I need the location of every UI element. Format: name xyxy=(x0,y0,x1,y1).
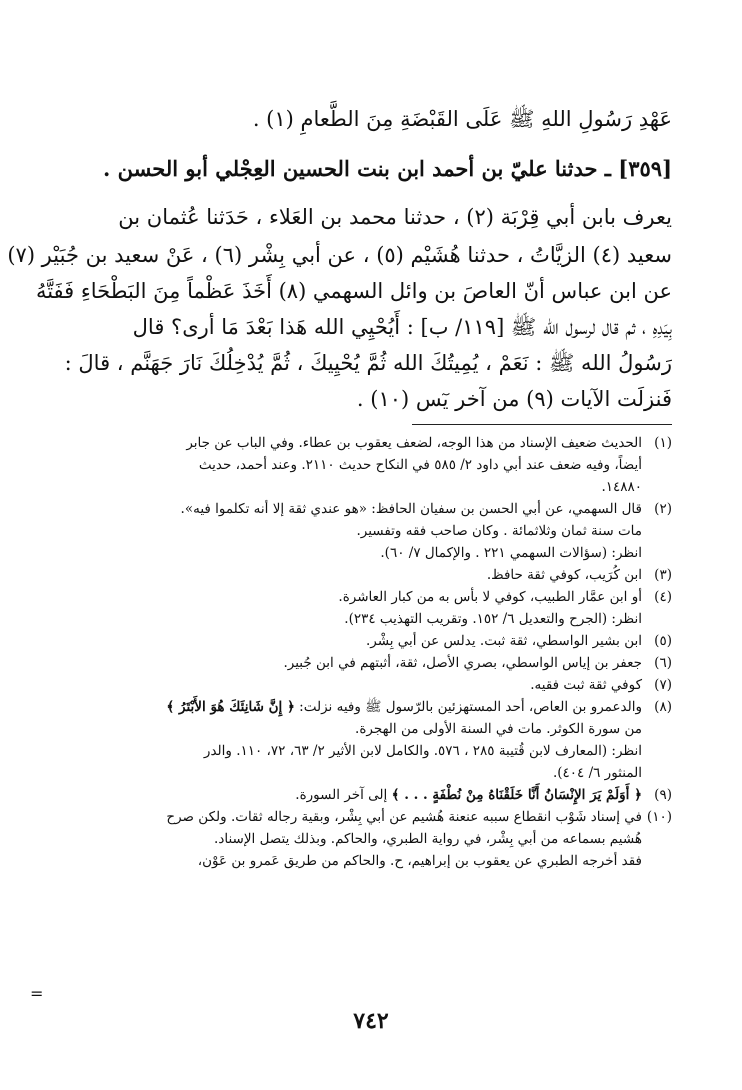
footnote-text: هُشيم بسماعه من أبي بِشْر، في رواية الطبري، والحاكم. وبذلك يتصل الإسناد. xyxy=(214,831,642,847)
footnote-number: (٦) xyxy=(654,655,672,671)
footnote-number: (١٠) xyxy=(646,809,672,825)
footnote-text: والدعمرو بن العاص، أحد المستهزئين بالرّسول ﷺ وفيه نزلت: xyxy=(299,699,642,715)
footnote-text: مات سنة ثمان وثلاثمائة . وكان صاحب فقه وتفسير. xyxy=(356,523,642,539)
footnote-number: (٩) xyxy=(654,787,672,803)
footnote-8 xyxy=(56,696,672,784)
footnote-2 xyxy=(56,498,672,564)
footnote-separator xyxy=(412,424,672,425)
main-text-line-4: سعيد (٤) الزيَّاتُ ، حدثنا هُشَيْم (٥) ، عن أبي بِشْر (٦) ، عَنْ سعيد بن جُبَيْر (٧) xyxy=(7,243,672,267)
main-text-line-6: بِيَدِهِ ، ثم قال لرسول الله ﷺ [١١٩/ ب] : أَيُحْيِي الله هَذا بَعْدَ مَا أرى؟ قال xyxy=(132,315,672,339)
footnote-number: (٢) xyxy=(654,501,672,517)
footnote-text: الحديث ضعيف الإسناد من هذا الوجه، لضعف يعقوب بن عطاء. وفي الباب عن جابر xyxy=(186,435,642,451)
hadith-heading: [٣٥٩] ـ حدثنا عليّ بن أحمد ابن بنت الحسين العِجْلي أبو الحسن . xyxy=(102,156,672,181)
footnote-text: المنثور ٦/ ٤٠٤). xyxy=(552,765,642,781)
footnotes xyxy=(56,432,672,872)
footnote-text: إلى آخر السورة. xyxy=(295,787,388,803)
footnote-number: (٧) xyxy=(654,677,672,693)
footnote-text: أو ابن عمَّار الطبيب، كوفي لا بأس به من كبار العاشرة. xyxy=(338,589,642,605)
footnote-text: ١٤٨٨٠. xyxy=(601,479,642,495)
footnote-text: من سورة الكوثر. مات في السنة الأولى من الهجرة. xyxy=(355,721,642,737)
footnote-7 xyxy=(56,674,672,696)
footnote-text: انظر: (الجرح والتعديل ٦/ ١٥٢. وتقريب التهذيب ٢٣٤). xyxy=(344,611,642,627)
footnote-text: في إسناد شَوْب انقطاع سببه عنعنة هُشيم عن أبي بِشْر، وبقية رجاله ثقات. ولكن صرح xyxy=(166,809,642,825)
continuation-mark: = xyxy=(30,984,44,1003)
footnote-text: قال السهمي، عن أبي الحسن بن سفيان الحافظ: «هو عندي ثقة إلا أنه تكلموا فيه». xyxy=(180,501,642,517)
footnote-9 xyxy=(56,784,672,806)
footnote-number: (٤) xyxy=(654,589,672,605)
footnote-5 xyxy=(56,630,672,652)
footnote-10 xyxy=(56,806,672,872)
quran-quote: ﴿ إِنَّ شَانِئَكَ هُوَ الأَبْتَرُ ﴾ xyxy=(166,699,295,715)
footnote-4 xyxy=(56,586,672,630)
footnote-number: (٥) xyxy=(654,633,672,649)
main-text-line-7: رَسُولُ الله ﷺ : نَعَمْ ، يُمِيتُكَ الله ثُمَّ يُحْيِيكَ ، ثُمَّ يُدْخِلُكَ نَارَ جَهَنَّم ، قالَ : xyxy=(64,351,672,375)
footnote-text: ابن كُرَيب، كوفي ثقة حافظ. xyxy=(486,567,642,583)
footnote-number: (٨) xyxy=(654,699,672,715)
page-number: ٧٤٢ xyxy=(353,1008,389,1034)
footnote-text: جعفر بن إياس الواسطي، بصري الأصل، ثقة، أثبتهم في ابن جُبير. xyxy=(283,655,642,671)
footnote-text: انظر: (المعارف لابن قُتيبة ٢٨٥ ، ٥٧٦. والكامل لابن الأثير ٢/ ٦٣، ٧٢، ١١٠. والدر xyxy=(203,743,642,759)
main-text-line-8: فَنزلَت الآيات (٩) من آخر يٓس (١٠) . xyxy=(356,387,672,411)
footnote-text: أيضاً، وفيه ضعف عند أبي داود ٢/ ٥٨٥ في النكاح حديث ٢١١٠. وعند أحمد، حديث xyxy=(198,457,642,473)
footnote-text: انظر: (سؤالات السهمي ٢٢١ . والإكمال ٧/ ٦٠). xyxy=(380,545,642,561)
footnote-text: كوفي ثقة ثبت فقيه. xyxy=(530,677,642,693)
quran-quote: ﴿ أَوَلَمْ يَرَ الإِنْسَانُ أَنَّا خَلَقْنَاهُ مِنْ نُطْفَةٍ . . . ﴾ xyxy=(391,787,642,803)
main-text-line-5: عن ابن عباس أنّ العاصَ بن وائل السهمي (٨) أَخَذَ عَظْماً مِنَ البَطْحَاءِ فَفَتَّهُ xyxy=(35,279,672,303)
footnote-1 xyxy=(56,432,672,498)
footnote-number: (٣) xyxy=(654,567,672,583)
main-text-line-3: يعرف بابن أبي قِرْبَة (٢) ، حدثنا محمد بن العَلاء ، حَدَثنا عُثمان بن xyxy=(118,205,672,229)
footnote-text: فقد أخرجه الطبري عن يعقوب بن إبراهيم، ح. والحاكم من طريق عَمرو بن عَوْن، xyxy=(197,853,642,869)
footnote-text: ابن بشير الواسطي، ثقة ثبت. يدلس عن أبي بِشْر. xyxy=(365,633,642,649)
footnote-6 xyxy=(56,652,672,674)
main-text-line-1: عَهْدِ رَسُولِ اللهِ ﷺ عَلَى القَبْضَةِ مِنَ الطَّعامِ (١) . xyxy=(252,107,672,131)
footnote-number: (١) xyxy=(654,435,672,451)
footnote-3 xyxy=(56,564,672,586)
